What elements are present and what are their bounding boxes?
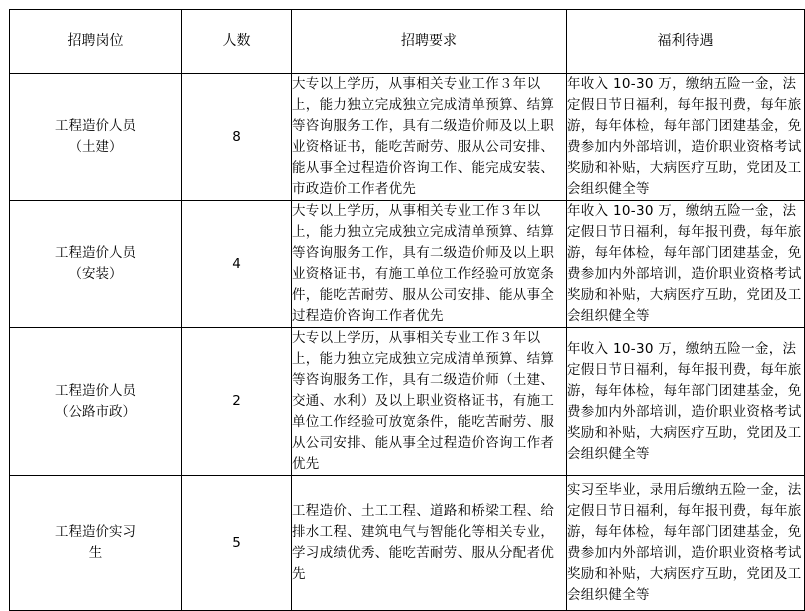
count-cell: 8 — [182, 74, 292, 201]
position-title: 工程造价人员 — [55, 245, 136, 261]
position-subtitle: 生 — [88, 545, 103, 561]
position-subtitle: （土建） — [68, 139, 123, 155]
header-benefits: 福利待遇 — [567, 10, 805, 74]
count-cell: 2 — [182, 328, 292, 476]
requirements-cell: 大专以上学历，从事相关专业工作３年以上，能力独立完成独立完成清单预算、结算等咨询服务工作，具有二级造价师（土建、交通、水利）及以上职业资格证书，有施工单位工作经验可放宽条件，能吃苦耐劳、服从公司安排、能从事全过程造价咨询工作者优先 — [292, 328, 567, 476]
requirements-cell: 工程造价、土工工程、道路和桥梁工程、给排水工程、建筑电气与智能化等相关专业，学习成绩优秀、能吃苦耐劳、服从分配者优先 — [292, 476, 567, 611]
recruitment-table — [9, 9, 805, 611]
table-header-row — [10, 10, 805, 74]
table-row — [10, 74, 805, 201]
benefits-cell: 实习至毕业，录用后缴纳五险一金，法定假日节日福利，每年报刊费，每年旅游，每年体检，每年部门团建基金，免费参加内外部培训，造价职业资格考试奖励和补贴，大病医疗互助，党团及工会组织健全等 — [567, 476, 805, 611]
benefits-cell: 年收入 10-30 万，缴纳五险一金，法定假日节日福利，每年报刊费，每年旅游，每年体检，每年部门团建基金，免费参加内外部培训，造价职业资格考试奖励和补贴，大病医疗互助，党团及工会组织健全等 — [567, 201, 805, 328]
position-cell — [10, 328, 182, 476]
table-row — [10, 201, 805, 328]
header-requirements: 招聘要求 — [292, 10, 567, 74]
header-count: 人数 — [182, 10, 292, 74]
header-position: 招聘岗位 — [10, 10, 182, 74]
table-row — [10, 476, 805, 611]
requirements-cell: 大专以上学历，从事相关专业工作３年以上，能力独立完成独立完成清单预算、结算等咨询服务工作，具有二级造价师及以上职业资格证书，能吃苦耐劳、服从公司安排、能从事全过程造价咨询工作、能完成安装、市政造价工作者优先 — [292, 74, 567, 201]
requirements-cell: 大专以上学历，从事相关专业工作３年以上，能力独立完成独立完成清单预算、结算等咨询服务工作，具有二级造价师及以上职业资格证书，有施工单位工作经验可放宽条件，能吃苦耐劳、服从公司安排、能从事全过程造价咨询工作者优先 — [292, 201, 567, 328]
position-cell — [10, 476, 182, 611]
position-subtitle: （公路市政） — [55, 403, 136, 420]
position-cell — [10, 74, 182, 201]
position-title: 工程造价人员 — [55, 118, 136, 134]
position-subtitle: （安装） — [68, 266, 123, 282]
position-title: 工程造价实习 — [55, 524, 136, 540]
table-row — [10, 328, 805, 476]
count-cell: 4 — [182, 201, 292, 328]
count-cell: 5 — [182, 476, 292, 611]
position-cell — [10, 201, 182, 328]
benefits-cell: 年收入 10-30 万，缴纳五险一金，法定假日节日福利，每年报刊费，每年旅游，每年体检，每年部门团建基金，免费参加内外部培训，造价职业资格考试奖励和补贴，大病医疗互助，党团及工会组织健全等 — [567, 74, 805, 201]
benefits-cell: 年收入 10-30 万，缴纳五险一金，法定假日节日福利，每年报刊费，每年旅游，每年体检，每年部门团建基金，免费参加内外部培训，造价职业资格考试奖励和补贴，大病医疗互助，党团及工会组织健全等 — [567, 328, 805, 476]
position-title: 工程造价人员 — [55, 382, 136, 399]
